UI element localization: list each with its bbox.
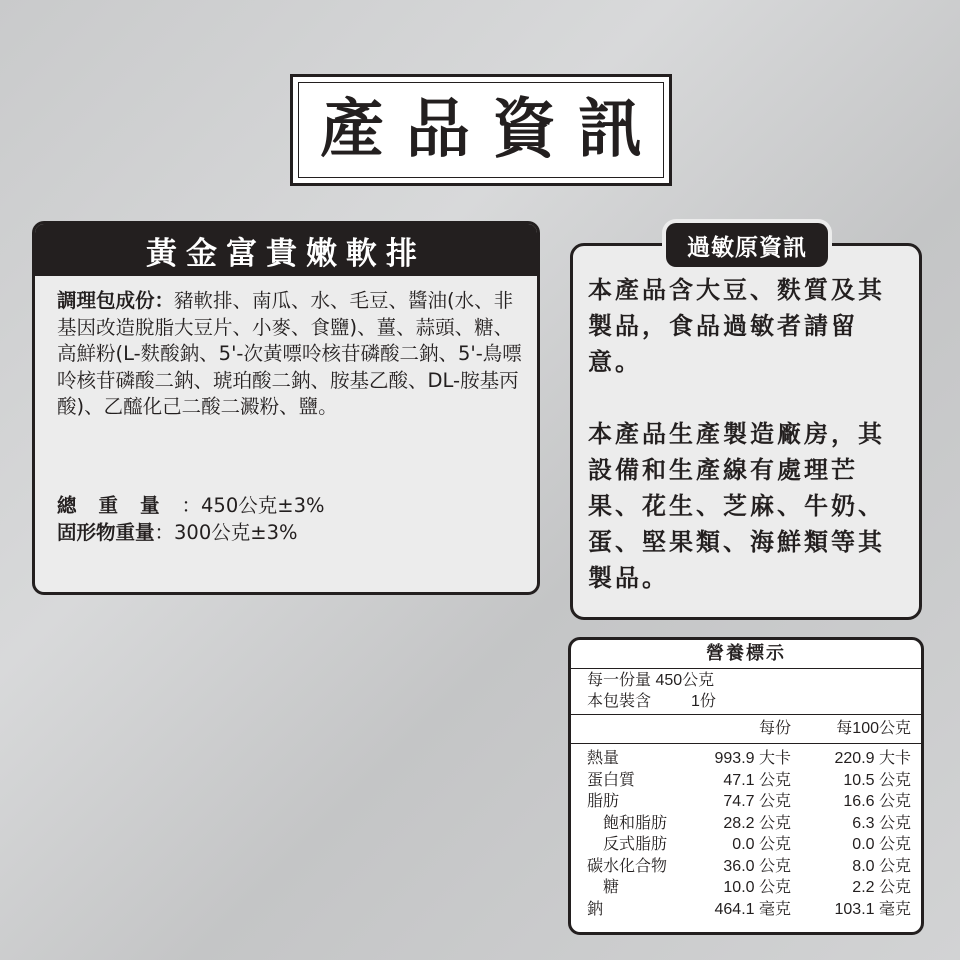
nutrient-per-serving: 993.9 大卡: [714, 750, 791, 767]
allergy-title: 過敏原資訊: [666, 223, 828, 267]
nutrient-per-100: 103.1 毫克: [834, 900, 911, 918]
product-name: 黃金富貴嫩軟排: [146, 235, 426, 272]
nutrient-per-serving: 36.0 公克: [723, 857, 791, 875]
nutrient-name: 熱量: [587, 750, 620, 767]
divider: [571, 743, 921, 744]
title-banner: [290, 74, 672, 186]
net-weight-value: ：450公克±3%: [181, 494, 325, 517]
nutrient-per-100: 10.5 公克: [843, 771, 911, 789]
nutrient-per-serving: 464.1 毫克: [714, 900, 791, 918]
solid-weight-row: [57, 519, 325, 546]
net-weight-row: [57, 492, 325, 519]
nutrient-per-100: 16.6 公克: [843, 793, 911, 810]
product-header: [35, 224, 537, 276]
nutrient-per-100: 220.9 大卡: [834, 750, 911, 767]
servings-label: 本包裝含: [587, 693, 652, 710]
nutrient-per-100: 2.2 公克: [852, 879, 911, 896]
nutrient-name: 碳水化合物: [587, 857, 668, 875]
nutrient-per-serving: 28.2 公克: [723, 814, 791, 832]
allergy-para-1: 本產品含大豆、麩質及其製品，食品過敏者請留意。: [588, 276, 885, 376]
nutrient-per-serving: 47.1 公克: [723, 771, 791, 789]
product-card: [32, 221, 540, 595]
col-per-serving: 每份: [758, 720, 791, 737]
nutrient-per-serving: 74.7 公克: [723, 793, 791, 810]
nutrient-name: 鈉: [587, 900, 604, 918]
nutrient-per-100: 6.3 公克: [852, 814, 911, 832]
ingredients-label: 調理包成份：: [57, 289, 175, 312]
nutrient-per-serving: 10.0 公克: [723, 879, 791, 896]
ingredients-list: 豬軟排、南瓜、水、毛豆、醬油(水、非基因改造脫脂大豆片、小麥、食鹽)、薑、蒜頭、糖、高鮮粉(L-麩酸鈉、5'-次黃嘌呤核苷磷酸二鈉、5'-鳥嘌呤核苷磷酸二鈉、琥珀酸二鈉、胺基乙酸、DL-胺基丙酸)、乙醯化己二酸二澱粉、鹽。: [57, 289, 522, 418]
nutrient-name: 反式脂肪: [603, 836, 668, 853]
nutrient-name: 飽和脂肪: [603, 814, 668, 832]
allergy-para-2: 本產品生產製造廠房，其設備和生產線有處理芒果、花生、芝麻、牛奶、蛋、堅果類、海鮮類等其製品。: [588, 420, 885, 592]
page-title: 產品資訊: [320, 92, 664, 167]
nutrient-name: 糖: [603, 879, 620, 896]
nutrition-title: 營養標示: [571, 640, 921, 669]
divider: [571, 714, 921, 715]
solid-weight-value: ：300公克±3%: [154, 521, 298, 544]
col-per-100: 每100公克: [836, 720, 911, 737]
solid-weight-label: 固形物重量: [57, 521, 155, 544]
nutrient-name: 脂肪: [587, 793, 620, 810]
nutrient-name: 蛋白質: [587, 771, 636, 789]
nutrition-table: [568, 637, 924, 935]
weights-block: [57, 492, 325, 546]
nutrient-per-100: 8.0 公克: [852, 857, 911, 875]
serving-size: 每一份量 450公克: [587, 672, 715, 689]
net-weight-label: 總重量: [57, 494, 182, 517]
nutrient-per-serving: 0.0 公克: [732, 836, 791, 853]
servings-value: 1份: [691, 693, 716, 710]
nutrient-per-100: 0.0 公克: [852, 836, 911, 853]
ingredients-text: [57, 288, 527, 421]
